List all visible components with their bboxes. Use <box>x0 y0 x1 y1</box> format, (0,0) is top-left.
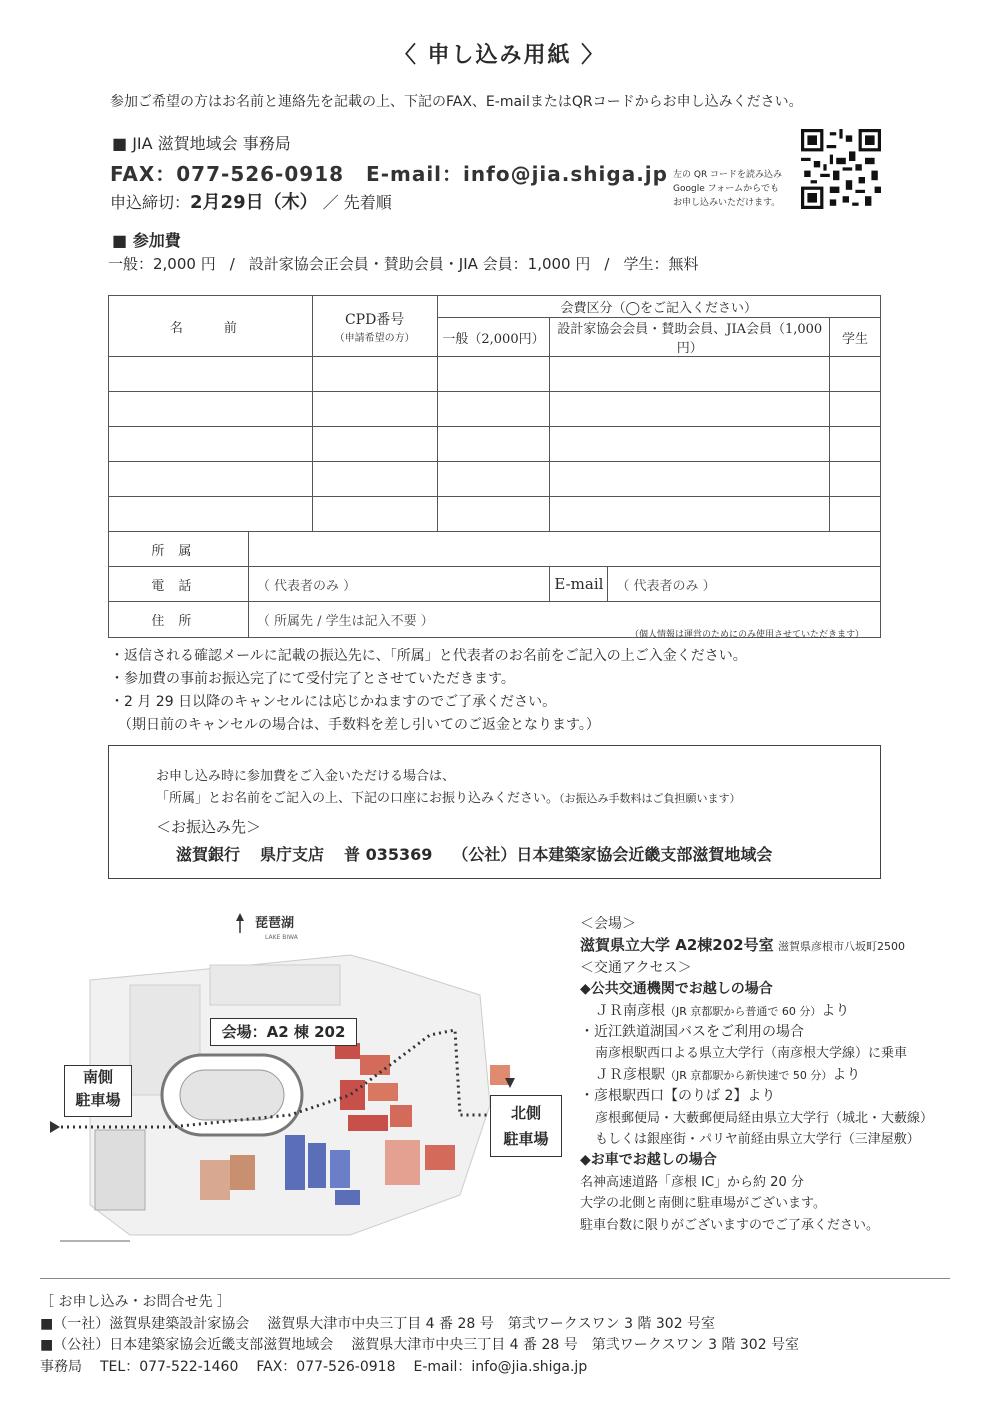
deadline-suffix: ／ 先着順 <box>322 193 392 212</box>
table-row <box>109 497 881 532</box>
member-cell[interactable] <box>550 357 830 392</box>
south-parking-label <box>64 1065 132 1117</box>
member-cell[interactable] <box>550 427 830 462</box>
fee-general: 一般：2,000 円 <box>108 255 216 273</box>
deadline-date: 2月29日（木） <box>190 192 318 213</box>
inquiry-address: 滋賀県大津市中央三丁目 4 番 28 号 第弐ワークスワン 3 階 302 号室 <box>267 1315 716 1332</box>
fee-list <box>108 253 712 274</box>
note-item: ・返信される確認メールに記載の振込先に、「所属」と代表者のお名前をご記入の上ご入金ください。 <box>110 648 747 664</box>
cpd-cell[interactable] <box>312 392 437 427</box>
table-row <box>109 357 881 392</box>
table-row <box>109 462 881 497</box>
application-form-table <box>108 295 881 638</box>
bank-line: お申し込み時に参加費をご入金いただける場合は、 <box>156 769 456 784</box>
notes-list <box>110 645 747 737</box>
member-cell[interactable] <box>550 462 830 497</box>
jr-hikone-note: （JR 京都駅から新快速で 50 分） <box>665 1068 833 1082</box>
venue-heading: ＜会場＞ <box>580 916 636 932</box>
venue-map-label: 会場：A2 棟 202 <box>210 1018 357 1046</box>
car-access-line: 大学の北側と南側に駐車場がございます。 <box>580 1196 826 1212</box>
qr-note <box>673 168 782 210</box>
inquiry-heading: ［ お申し込み・お問合せ先 ］ <box>40 1294 231 1310</box>
venue-address: 滋賀県彦根市八坂町2500 <box>778 940 906 954</box>
phone-label: 電話 <box>109 567 249 602</box>
north-parking-text: 北側 <box>510 1104 541 1122</box>
privacy-note: （個人情報は運営のためにのみ使用させていただきます） <box>630 630 865 640</box>
email-label <box>550 567 608 602</box>
bus-route-detail: 彦根郵便局・大藪郵便局経由県立大学行（城北・大藪線） <box>595 1110 934 1126</box>
address-label: 住所 <box>109 602 249 638</box>
affiliation-field[interactable] <box>248 532 880 567</box>
bank-heading: ＜お振込み先＞ <box>156 818 262 836</box>
inquiry-office: 事務局 <box>40 1358 82 1375</box>
bank-name: 滋賀銀行 <box>176 845 241 864</box>
general-cell[interactable] <box>437 392 550 427</box>
header-general: 一般（2,000円） <box>437 318 550 357</box>
bus-route-detail: もしくは銀座街・パリヤ前経由県立大学行（三津屋敷） <box>595 1132 920 1148</box>
bank-account-holder: （公社）日本建築家協会近畿支部滋賀地域会 <box>452 845 773 864</box>
student-cell[interactable] <box>830 497 881 532</box>
name-cell[interactable] <box>109 357 313 392</box>
deadline-label: 申込締切： <box>110 193 191 212</box>
affiliation-label: 所属 <box>109 532 249 567</box>
name-cell[interactable] <box>109 427 313 462</box>
bank-line <box>156 787 741 806</box>
fax-number: FAX：077-526-0918 <box>110 162 345 186</box>
inquiry-org: ■（一社）滋賀県建築設計家協会 <box>40 1315 250 1332</box>
header-cpd <box>312 296 437 357</box>
qr-note-line: Google フォームからでも <box>673 184 780 194</box>
inquiry-tel: TEL：077-522-1460 <box>100 1358 239 1375</box>
bus-route-detail: 南彦根駅西口よる県立大学行（南彦根大学線）に乗車 <box>595 1046 908 1062</box>
inquiry-email[interactable]: E-mail：info@jia.shiga.jp <box>413 1358 588 1375</box>
bank-line-text: 「所属」とお名前をご記入の上、下記の口座にお振り込みください。 <box>156 791 560 806</box>
jr-minami-suffix: より <box>821 1002 850 1019</box>
phone-field[interactable]: （ 代表者のみ ） <box>248 567 550 602</box>
header-member: 設計家協会会員・賛助会員、JIA会員（1,000円） <box>550 318 830 357</box>
header-name: 名 前 <box>109 296 313 357</box>
bank-account-number: 普 035369 <box>344 845 433 864</box>
qr-code-icon[interactable] <box>801 129 881 209</box>
qr-note-line: お申し込みいただけます。 <box>673 198 781 208</box>
bus-route: ・近江鉄道湖国バスをご利用の場合 <box>580 1024 804 1041</box>
header-student: 学生 <box>830 318 881 357</box>
name-cell[interactable] <box>109 497 313 532</box>
inquiry-org: ■（公社）日本建築家協会近畿支部滋賀地域会 <box>40 1337 334 1353</box>
jr-hikone-suffix: より <box>832 1066 861 1083</box>
office-heading: ■ JIA 滋賀地域会 事務局 <box>112 134 291 153</box>
page-title: 〈 申し込み用紙 〉 <box>393 43 606 68</box>
car-access-heading: ◆お車でお越しの場合 <box>580 1152 717 1169</box>
table-row <box>109 392 881 427</box>
student-cell[interactable] <box>830 427 881 462</box>
email-address[interactable]: E-mail：info@jia.shiga.jp <box>366 162 668 186</box>
student-cell[interactable] <box>830 462 881 497</box>
member-cell[interactable] <box>550 392 830 427</box>
name-cell[interactable] <box>109 462 313 497</box>
intro-text: 参加ご希望の方はお名前と連絡先を記載の上、下記のFAX、E-mailまたはQRコードからお申し込みください。 <box>110 94 803 110</box>
fee-heading: ■ 参加費 <box>112 231 181 250</box>
note-item: ・2 月 29 日以降のキャンセルには応じかねますのでご了承ください。 <box>110 694 557 710</box>
lake-label-en: LAKE BIWA <box>265 934 298 941</box>
member-cell[interactable] <box>550 497 830 532</box>
jr-hikone-station: ＪＲ彦根駅 <box>595 1066 665 1083</box>
inquiry-section <box>40 1292 817 1378</box>
table-row <box>109 427 881 462</box>
campus-map <box>50 905 570 1255</box>
cpd-cell[interactable] <box>312 427 437 462</box>
cpd-label: CPD番号 <box>344 311 405 328</box>
jr-minami-note: （JR 京都駅から普通で 60 分） <box>665 1004 822 1018</box>
deadline <box>110 188 392 214</box>
note-item: （期日前のキャンセルの場合は、手数料を差し引いてのご返金となります。） <box>118 717 600 733</box>
email-label-text: E-mail <box>554 575 604 593</box>
south-parking-text: 南側 <box>82 1068 113 1086</box>
fee-member: 設計家協会正会員・賛助会員・JIA 会員：1,000 円 <box>248 255 591 273</box>
qr-note-line: 左の QR コードを読み込み <box>673 170 783 180</box>
north-parking-text: 駐車場 <box>503 1130 549 1148</box>
email-field[interactable]: （ 代表者のみ ） <box>608 567 881 602</box>
general-cell[interactable] <box>437 462 550 497</box>
general-cell[interactable] <box>437 427 550 462</box>
venue-info <box>580 914 933 1236</box>
access-heading: ＜交通アクセス＞ <box>580 959 692 976</box>
bus-route: ・彦根駅西口【のりば 2】より <box>580 1088 776 1105</box>
footer-divider <box>40 1278 950 1279</box>
fee-separator: / <box>229 255 235 273</box>
car-access-line: 名神高速道路「彦根 IC」から約 20 分 <box>580 1174 804 1190</box>
public-transport-heading: ◆公共交通機関でお越しの場合 <box>580 981 773 998</box>
lake-label: 琵琶湖 <box>255 916 295 931</box>
south-parking-text: 駐車場 <box>75 1091 121 1109</box>
name-cell[interactable] <box>109 392 313 427</box>
venue-name: 滋賀県立大学 A2棟202号室 <box>580 936 774 955</box>
header-category: 会費区分（◯をご記入ください） <box>437 296 880 318</box>
contact-line <box>110 158 690 187</box>
fee-separator: / <box>604 255 610 273</box>
bank-account <box>176 842 792 865</box>
jr-minami-station: ＪＲ南彦根 <box>595 1002 665 1019</box>
bank-fee-note: （お振込み手数料はご負担願います） <box>559 792 741 805</box>
note-item: ・参加費の事前お振込完了にて受付完了とさせていただきます。 <box>110 671 515 687</box>
cpd-cell[interactable] <box>312 497 437 532</box>
inquiry-address: 滋賀県大津市中央三丁目 4 番 28 号 第弐ワークスワン 3 階 302 号室 <box>351 1337 800 1353</box>
student-cell[interactable] <box>830 392 881 427</box>
general-cell[interactable] <box>437 497 550 532</box>
cpd-cell[interactable] <box>312 357 437 392</box>
inquiry-fax: FAX：077-526-0918 <box>256 1358 396 1375</box>
north-parking-label <box>490 1095 562 1157</box>
fee-student: 学生：無料 <box>623 255 699 273</box>
car-access-line: 駐車台数に限りがございますのでご了承ください。 <box>580 1217 880 1233</box>
address-field[interactable]: （ 所属先 / 学生は記入不要 ） <box>248 602 880 638</box>
student-cell[interactable] <box>830 357 881 392</box>
general-cell[interactable] <box>437 357 550 392</box>
cpd-cell[interactable] <box>312 462 437 497</box>
cpd-note: （申請希望の方） <box>334 332 415 344</box>
bank-branch: 県庁支店 <box>260 845 325 864</box>
